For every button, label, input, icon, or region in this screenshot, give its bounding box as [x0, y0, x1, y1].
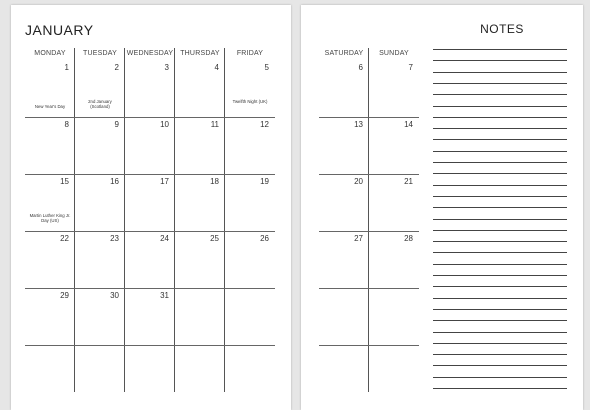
- calendar-page-weekdays: [11, 5, 291, 410]
- date-number: 10: [160, 120, 169, 129]
- date-number: 11: [210, 120, 219, 129]
- date-number: 17: [160, 177, 169, 186]
- date-number: 23: [110, 234, 119, 243]
- date-number: 24: [160, 234, 169, 243]
- notes-line: [433, 241, 567, 242]
- notes-line: [433, 207, 567, 208]
- holiday-label: New Year's Day: [34, 104, 66, 109]
- notes-line: [433, 185, 567, 186]
- date-number: 13: [354, 120, 363, 129]
- calendar-page-weekend-notes: [301, 5, 583, 410]
- notes-line: [433, 173, 567, 174]
- notes-line: [433, 252, 567, 253]
- notes-line: [433, 230, 567, 231]
- date-number: 6: [358, 63, 363, 72]
- week-divider: [25, 231, 275, 232]
- column-divider: [174, 48, 175, 392]
- day-header-sunday: SUNDAY: [379, 50, 409, 57]
- notes-line: [433, 60, 567, 61]
- notes-line: [433, 354, 567, 355]
- date-number: 16: [110, 177, 119, 186]
- week-divider: [25, 345, 275, 346]
- week-divider: [319, 231, 419, 232]
- date-number: 29: [60, 291, 69, 300]
- week-divider: [25, 117, 275, 118]
- notes-line: [433, 83, 567, 84]
- notes-line: [433, 320, 567, 321]
- holiday-label: Twelfth Night (UK): [232, 99, 268, 104]
- notes-line: [433, 151, 567, 152]
- date-number: 1: [64, 63, 69, 72]
- notes-line: [433, 365, 567, 366]
- week-divider: [319, 288, 419, 289]
- date-number: 31: [160, 291, 169, 300]
- date-number: 18: [210, 177, 219, 186]
- notes-line: [433, 275, 567, 276]
- date-number: 25: [210, 234, 219, 243]
- notes-line: [433, 162, 567, 163]
- date-number: 21: [404, 177, 413, 186]
- date-number: 27: [354, 234, 363, 243]
- date-number: 4: [214, 63, 219, 72]
- notes-line: [433, 309, 567, 310]
- week-divider: [319, 345, 419, 346]
- notes-line: [433, 72, 567, 73]
- week-divider: [319, 117, 419, 118]
- column-divider: [74, 48, 75, 392]
- date-number: 3: [164, 63, 169, 72]
- notes-line: [433, 128, 567, 129]
- notes-line: [433, 196, 567, 197]
- date-number: 30: [110, 291, 119, 300]
- notes-line: [433, 343, 567, 344]
- notes-line: [433, 388, 567, 389]
- column-divider: [224, 48, 225, 392]
- column-divider: [124, 48, 125, 392]
- day-header-tuesday: TUESDAY: [83, 50, 117, 57]
- date-number: 8: [64, 120, 69, 129]
- notes-line: [433, 264, 567, 265]
- date-number: 9: [114, 120, 119, 129]
- day-header-thursday: THURSDAY: [180, 50, 220, 57]
- holiday-label: Martin Luther King Jr. Day (US): [29, 213, 71, 223]
- date-number: 7: [408, 63, 413, 72]
- notes-title: NOTES: [480, 22, 524, 36]
- week-divider: [25, 174, 275, 175]
- date-number: 12: [260, 120, 269, 129]
- notes-line: [433, 139, 567, 140]
- date-number: 20: [354, 177, 363, 186]
- column-divider: [368, 48, 369, 392]
- date-number: 22: [60, 234, 69, 243]
- date-number: 28: [404, 234, 413, 243]
- date-number: 26: [260, 234, 269, 243]
- month-title: JANUARY: [25, 22, 94, 38]
- day-header-monday: MONDAY: [34, 50, 66, 57]
- notes-line: [433, 49, 567, 50]
- notes-line: [433, 117, 567, 118]
- week-divider: [319, 174, 419, 175]
- notes-line: [433, 219, 567, 220]
- notes-line: [433, 106, 567, 107]
- notes-line: [433, 377, 567, 378]
- holiday-label: 2nd January (Scotland): [88, 99, 112, 109]
- day-header-wednesday: WEDNESDAY: [126, 50, 174, 57]
- notes-line: [433, 298, 567, 299]
- day-header-saturday: SATURDAY: [324, 50, 364, 57]
- day-header-friday: FRIDAY: [236, 50, 264, 57]
- date-number: 15: [60, 177, 69, 186]
- week-divider: [25, 288, 275, 289]
- notes-line: [433, 332, 567, 333]
- notes-line: [433, 286, 567, 287]
- date-number: 5: [264, 63, 269, 72]
- date-number: 2: [114, 63, 119, 72]
- date-number: 19: [260, 177, 269, 186]
- notes-line: [433, 94, 567, 95]
- date-number: 14: [404, 120, 413, 129]
